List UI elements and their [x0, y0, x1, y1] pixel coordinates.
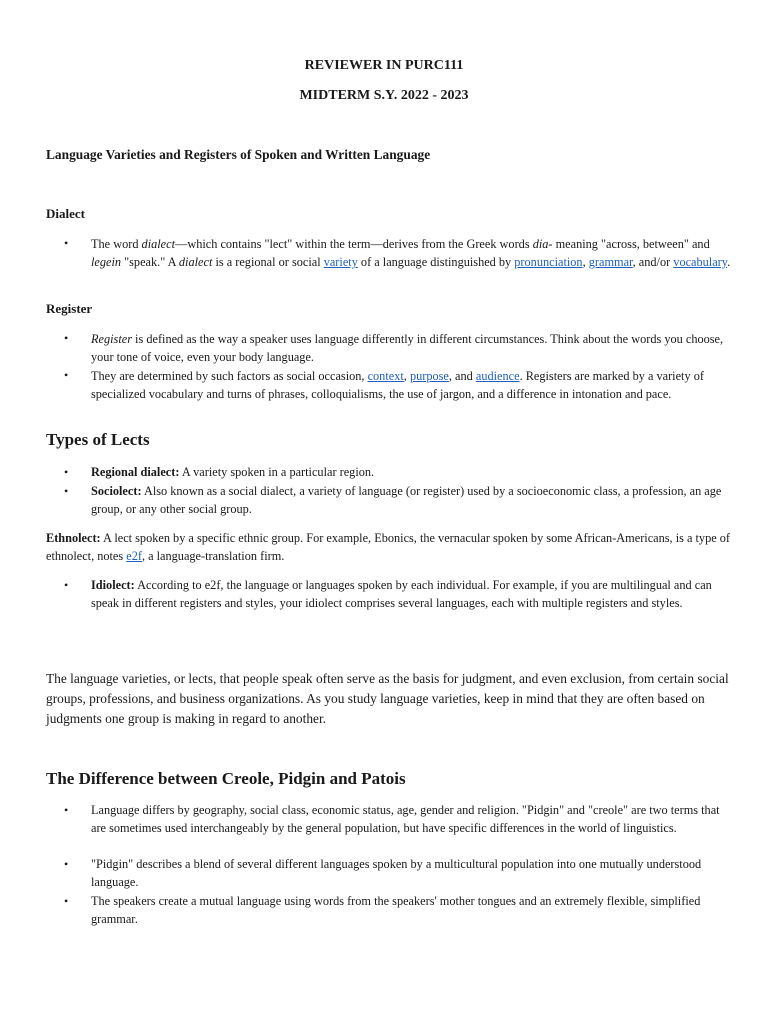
link-variety[interactable]: variety	[323, 255, 358, 269]
term-dialect-2: dialect	[178, 255, 213, 269]
bullet-marker: •	[64, 331, 69, 345]
link-context[interactable]: context	[367, 369, 404, 383]
text: —which contains "lect" within the term—derives from the Greek words	[175, 237, 533, 251]
bullet-marker: •	[64, 578, 69, 592]
ethnolect-paragraph	[46, 529, 736, 565]
text: , a language-translation firm.	[141, 549, 285, 563]
label-regional: Regional dialect:	[91, 465, 180, 479]
document-title: REVIEWER IN PURC111	[304, 58, 464, 73]
text: A variety spoken in a particular region.	[179, 465, 375, 479]
register-bullet-1	[91, 330, 731, 366]
text: meaning "across, between" and	[552, 237, 710, 251]
idiolect-bullet	[91, 576, 731, 612]
text: . Registers are marked by a variety of specialized vocabulary and turns of phrases, colloquialisms, the use of jargon, and a difference in intonation and pace.	[91, 369, 704, 401]
dialect-heading: Dialect	[46, 206, 85, 221]
label-sociolect: Sociolect:	[91, 484, 142, 498]
link-vocabulary[interactable]: vocabulary	[673, 255, 728, 269]
text: They are determined by such factors as social occasion,	[91, 369, 368, 383]
label-idiolect: Idiolect:	[91, 578, 135, 592]
link-audience[interactable]: audience	[475, 369, 520, 383]
bullet-marker: •	[64, 465, 69, 479]
section-heading: Language Varieties and Registers of Spoken and Written Language	[46, 147, 431, 162]
text: .	[727, 255, 731, 269]
text: ,	[582, 255, 589, 269]
creole-bullet-3: The speakers create a mutual language using words from the speakers' mother tongues and an extremely flexible, simplified grammar.	[91, 894, 701, 926]
bullet-marker: •	[64, 894, 69, 908]
text: , and/or	[632, 255, 674, 269]
text: , and	[448, 369, 476, 383]
bullet-marker: •	[64, 236, 69, 250]
sociolect-bullet	[91, 482, 731, 518]
creole-bullet-2: "Pidgin" describes a blend of several different languages spoken by a multicultural population into one mutually understood language.	[91, 857, 702, 889]
document-subtitle: MIDTERM S.Y. 2022 - 2023	[299, 88, 469, 103]
bullet-marker: •	[64, 857, 69, 871]
text: "speak." A	[121, 255, 179, 269]
link-pronunciation[interactable]: pronunciation	[514, 255, 583, 269]
text: The word	[91, 237, 142, 251]
creole-bullet-1: Language differs by geography, social class, economic status, age, gender and religion. "Pidgin" and "creole" are two terms that are sometimes used interchangeably by the general population, but have specific differences in the world of linguistics.	[91, 803, 720, 835]
register-bullet-2	[91, 367, 731, 403]
text: According to e2f, the language or languages spoken by each individual. For example, if you are multilingual and can speak in different registers and styles, your idiolect comprises several languages, each with multiple registers and styles.	[91, 578, 712, 610]
term-register: Register	[91, 332, 132, 346]
text: is a regional or social	[212, 255, 324, 269]
dialect-bullet	[91, 235, 731, 271]
types-heading: Types of Lects	[46, 430, 150, 449]
body-paragraph: The language varieties, or lects, that people speak often serve as the basis for judgment, and even exclusion, from certain social groups, professions, and business organizations. As you study language varieties, keep in mind that they are often based on judgments one group is making in regard to another.	[46, 671, 729, 726]
text: of a language distinguished by	[357, 255, 515, 269]
text: ,	[403, 369, 410, 383]
term-legein: legein	[91, 255, 122, 269]
creole-heading: The Difference between Creole, Pidgin and Patois	[46, 769, 406, 788]
register-heading: Register	[46, 301, 93, 316]
link-e2f[interactable]: e2f	[126, 549, 142, 563]
bullet-marker: •	[64, 484, 69, 498]
text: Also known as a social dialect, a variety of language (or register) used by a socioeconomic class, a profession, an age group, or any other social group.	[91, 484, 722, 516]
bullet-marker: •	[64, 368, 69, 382]
label-ethnolect: Ethnolect:	[46, 531, 101, 545]
link-purpose[interactable]: purpose	[409, 369, 449, 383]
bullet-marker: •	[64, 803, 69, 817]
term-dialect: dialect	[141, 237, 176, 251]
text: is defined as the way a speaker uses language differently in different circumstances. Think about the words you choose, your tone of voice, even your body language.	[91, 332, 724, 364]
regional-bullet	[91, 463, 731, 481]
text: A lect spoken by a specific ethnic group. For example, Ebonics, the vernacular spoken by some African-Americans, is a type of ethnolect, notes	[46, 531, 731, 563]
term-dia: dia-	[532, 237, 553, 251]
link-grammar[interactable]: grammar	[588, 255, 633, 269]
